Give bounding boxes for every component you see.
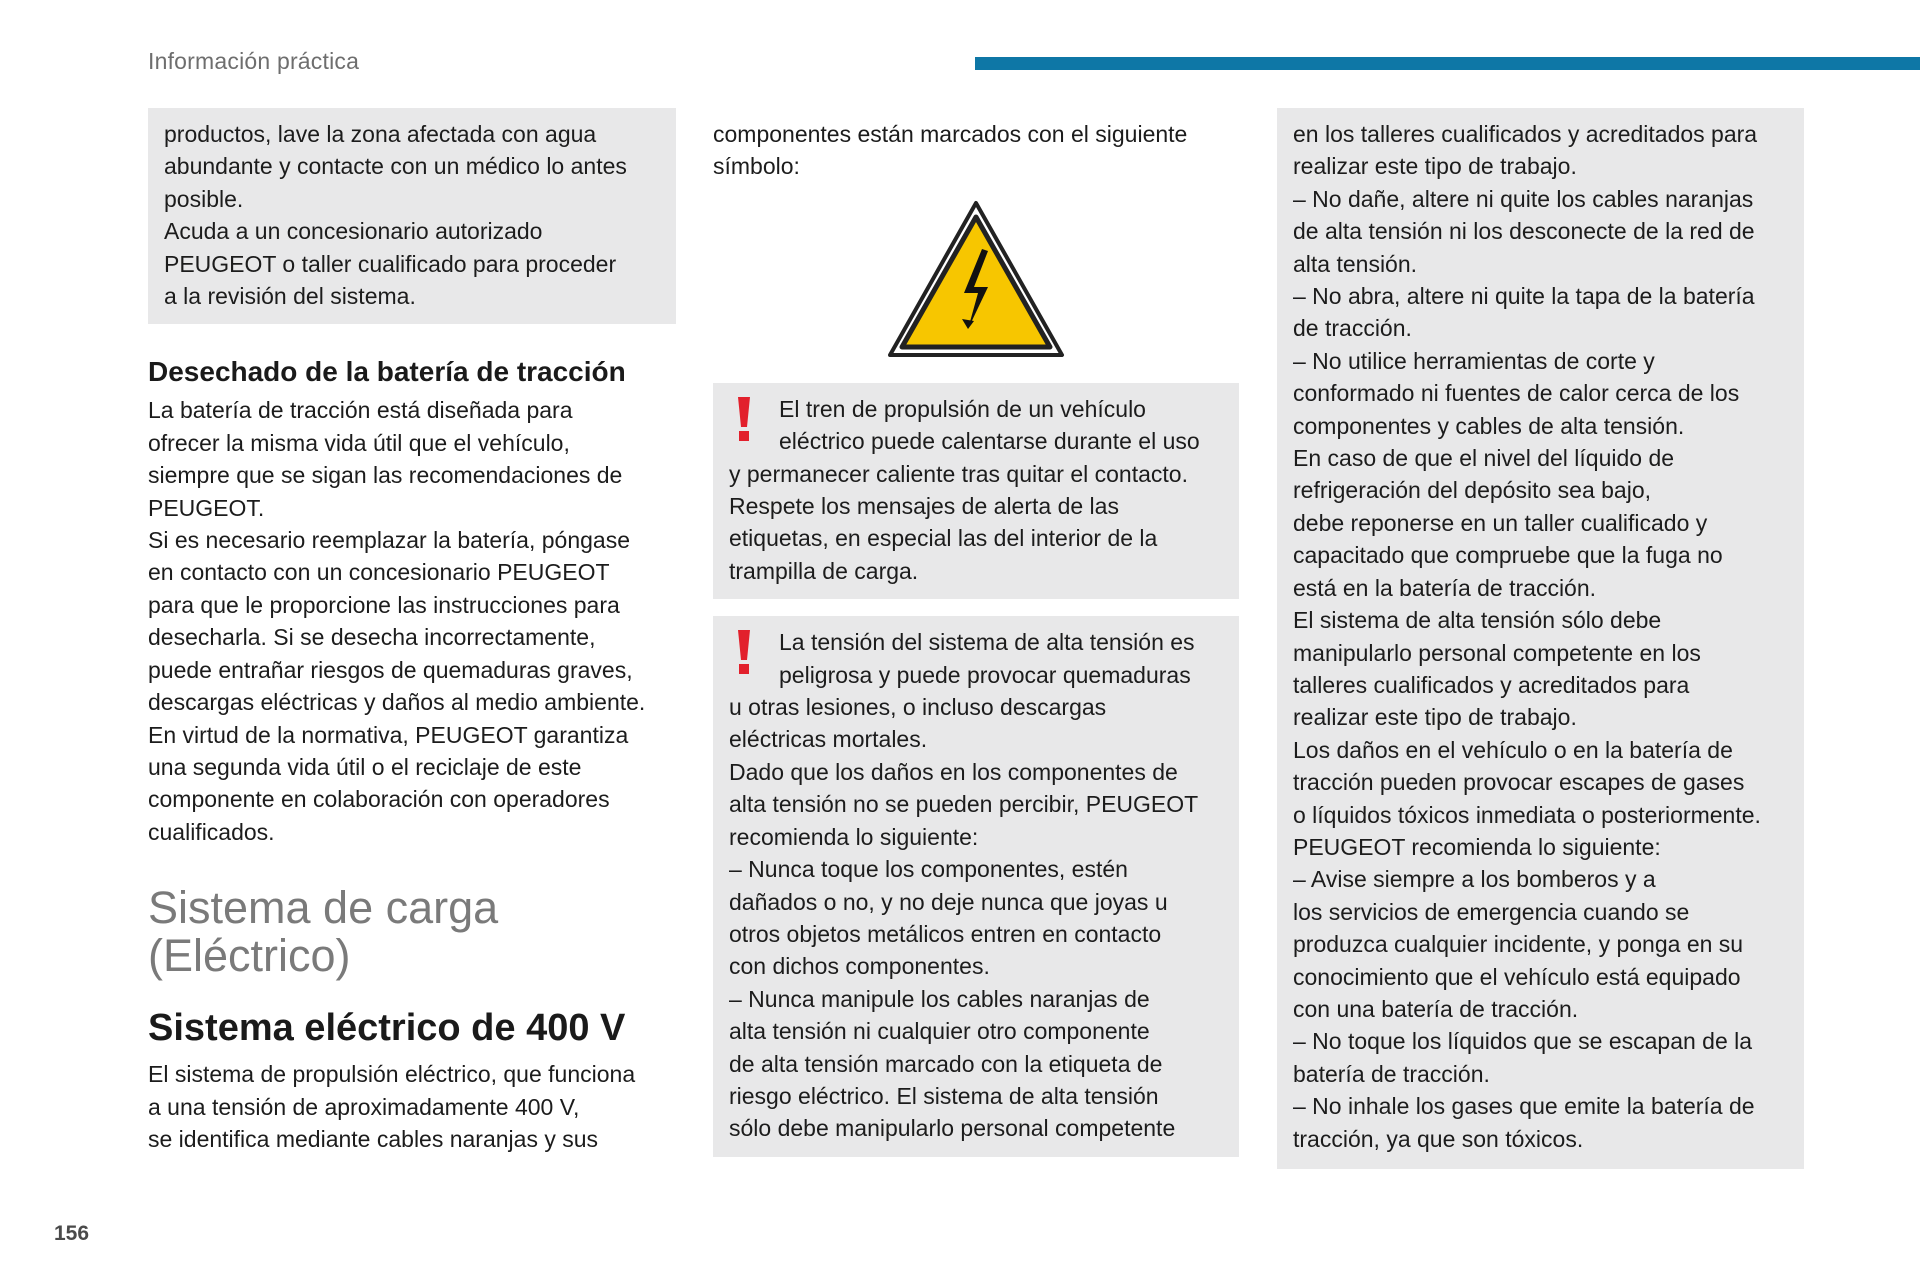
text-line: Acuda a un concesionario autorizado <box>164 218 543 245</box>
text-line: otros objetos metálicos entren en contacto <box>729 920 1162 947</box>
text-line: En caso de que el nivel del líquido de <box>1293 445 1675 472</box>
chapter-title-line: Sistema de carga <box>148 882 499 934</box>
text-line: puede entrañar riesgos de quemaduras graves, <box>148 656 633 683</box>
text-line: se identifica mediante cables naranjas y sus <box>148 1125 599 1152</box>
text-line: PEUGEOT recomienda lo siguiente: <box>1293 833 1661 860</box>
chapter-title <box>148 884 676 980</box>
text-line: produzca cualquier incidente, y ponga en su <box>1293 931 1744 958</box>
text-line: conocimiento que el vehículo está equipado <box>1293 963 1741 990</box>
text-line: sólo debe manipularlo personal competente <box>729 1115 1176 1142</box>
text-line: abundante y contacte con un médico lo antes <box>164 153 627 180</box>
text-line: a una tensión de aproximadamente 400 V, <box>148 1093 580 1120</box>
text-line: componentes están marcados con el siguiente <box>713 121 1188 147</box>
text-line: trampilla de carga. <box>729 557 919 584</box>
text-line: debe reponerse en un taller cualificado y <box>1293 509 1708 536</box>
text-line: o líquidos tóxicos inmediata o posteriormente. <box>1293 801 1761 828</box>
intro-400v-paragraph <box>148 1058 676 1155</box>
text-line: posible. <box>164 185 244 212</box>
text-line: símbolo: <box>713 153 800 180</box>
text-line: productos, lave la zona afectada con agua <box>164 121 597 147</box>
text-line: manipularlo personal competente en los <box>1293 639 1701 666</box>
text-line: – No utilice herramientas de corte y <box>1293 347 1655 374</box>
text-line: de alta tensión marcado con la etiqueta de <box>729 1050 1163 1077</box>
column-2 <box>713 108 1239 1157</box>
text-line: a la revisión del sistema. <box>164 283 416 310</box>
text-line: alta tensión. <box>1293 250 1418 277</box>
text-line: En virtud de la normativa, PEUGEOT garantiza <box>148 721 629 748</box>
text-line: Los daños en el vehículo o en la batería de <box>1293 736 1733 763</box>
text-line: El sistema de propulsión eléctrico, que funciona <box>148 1061 636 1088</box>
text-line: dañados o no, y no deje nunca que joyas u <box>729 888 1168 915</box>
text-line: realizar este tipo de trabajo. <box>1293 153 1577 180</box>
text-line: componente en colaboración con operadores <box>148 786 610 813</box>
text-line: realizar este tipo de trabajo. <box>1293 704 1577 731</box>
exclamation-warning-icon <box>735 630 753 674</box>
text-line: – Avise siempre a los bomberos y a <box>1293 866 1656 893</box>
text-line: El tren de propulsión de un vehículo <box>779 395 1146 422</box>
text-line: siempre que se sigan las recomendaciones de <box>148 462 623 489</box>
column-3 <box>1277 108 1804 1169</box>
header-accent-bar <box>975 57 1920 70</box>
info-box-continuation <box>148 108 676 324</box>
warning-box-high-voltage <box>713 616 1239 1157</box>
page-number: 156 <box>54 1222 90 1245</box>
exclamation-warning-icon <box>735 397 753 441</box>
text-line: PEUGEOT. <box>148 494 265 521</box>
text-line: El sistema de alta tensión sólo debe <box>1293 607 1662 634</box>
text-line: etiquetas, en especial las del interior de la <box>729 525 1158 552</box>
text-line: de tracción. <box>1293 315 1412 342</box>
text-line: de alta tensión ni los desconecte de la red de <box>1293 218 1755 245</box>
text-line: talleres cualificados y acreditados para <box>1293 671 1690 698</box>
section-header: Información práctica <box>148 48 360 74</box>
text-line: peligrosa y puede provocar quemaduras <box>779 661 1191 688</box>
text-line: cualificados. <box>148 818 275 845</box>
text-line: refrigeración del depósito sea bajo, <box>1293 477 1652 504</box>
text-line: para que le proporcione las instrucciones para <box>148 591 620 618</box>
text-line: Respete los mensajes de alerta de las <box>729 493 1119 520</box>
text-line: batería de tracción. <box>1293 1060 1490 1087</box>
text-line: – No dañe, altere ni quite los cables naranjas <box>1293 185 1754 212</box>
text-line: en contacto con un concesionario PEUGEOT <box>148 559 610 586</box>
text-line: u otras lesiones, o incluso descargas <box>729 694 1107 721</box>
heading-battery-disposal: Desechado de la batería de tracción <box>148 356 626 388</box>
text-line: está en la batería de tracción. <box>1293 574 1597 601</box>
text-line: – Nunca toque los componentes, estén <box>729 856 1128 883</box>
text-line: riesgo eléctrico. El sistema de alta tensión <box>729 1082 1159 1109</box>
text-line: alta tensión no se pueden percibir, PEUGEOT <box>729 791 1199 818</box>
text-line: PEUGEOT o taller cualificado para proceder <box>164 250 617 277</box>
warning-box-heat <box>713 383 1239 599</box>
text-line: – No inhale los gases que emite la batería de <box>1293 1093 1755 1120</box>
text-line: en los talleres cualificados y acreditados para <box>1293 121 1758 147</box>
warning-box-continuation <box>1277 108 1804 1169</box>
text-line: – No abra, altere ni quite la tapa de la batería <box>1293 283 1755 310</box>
text-line: con dichos componentes. <box>729 953 990 980</box>
text-line: tracción pueden provocar escapes de gases <box>1293 769 1745 796</box>
disposal-paragraph <box>148 394 676 848</box>
text-line: una segunda vida útil o el reciclaje de este <box>148 753 582 780</box>
text-line: Dado que los daños en los componentes de <box>729 758 1178 785</box>
text-line: capacitado que compruebe que la fuga no <box>1293 542 1723 569</box>
text-line: descargas eléctricas y daños al medio ambiente. <box>148 689 646 716</box>
text-line: eléctrico puede calentarse durante el uso <box>779 428 1200 455</box>
text-line: conformado ni fuentes de calor cerca de los <box>1293 380 1740 407</box>
text-line: componentes y cables de alta tensión. <box>1293 412 1685 439</box>
text-line: alta tensión ni cualquier otro componente <box>729 1018 1150 1045</box>
heading-400v-system: Sistema eléctrico de 400 V <box>148 1007 626 1050</box>
text-line: La tensión del sistema de alta tensión es <box>779 629 1195 656</box>
text-line: – Nunca manipule los cables naranjas de <box>729 985 1150 1012</box>
text-line: eléctricas mortales. <box>729 726 928 753</box>
column-1 <box>148 108 676 1155</box>
text-line: recomienda lo siguiente: <box>729 823 979 850</box>
symbol-intro <box>713 108 1239 183</box>
text-line: desecharla. Si se desecha incorrectamente, <box>148 624 596 651</box>
text-line: y permanecer caliente tras quitar el contacto. <box>729 460 1188 487</box>
high-voltage-warning-icon <box>884 197 1068 363</box>
chapter-title-line: (Eléctrico) <box>148 930 351 982</box>
text-line: La batería de tracción está diseñada para <box>148 397 573 424</box>
text-line: con una batería de tracción. <box>1293 995 1579 1022</box>
text-line: Si es necesario reemplazar la batería, póngase <box>148 527 631 554</box>
text-line: – No toque los líquidos que se escapan de la <box>1293 1028 1753 1055</box>
text-line: los servicios de emergencia cuando se <box>1293 898 1690 925</box>
text-line: ofrecer la misma vida útil que el vehículo, <box>148 429 570 456</box>
text-line: tracción, ya que son tóxicos. <box>1293 1125 1584 1152</box>
